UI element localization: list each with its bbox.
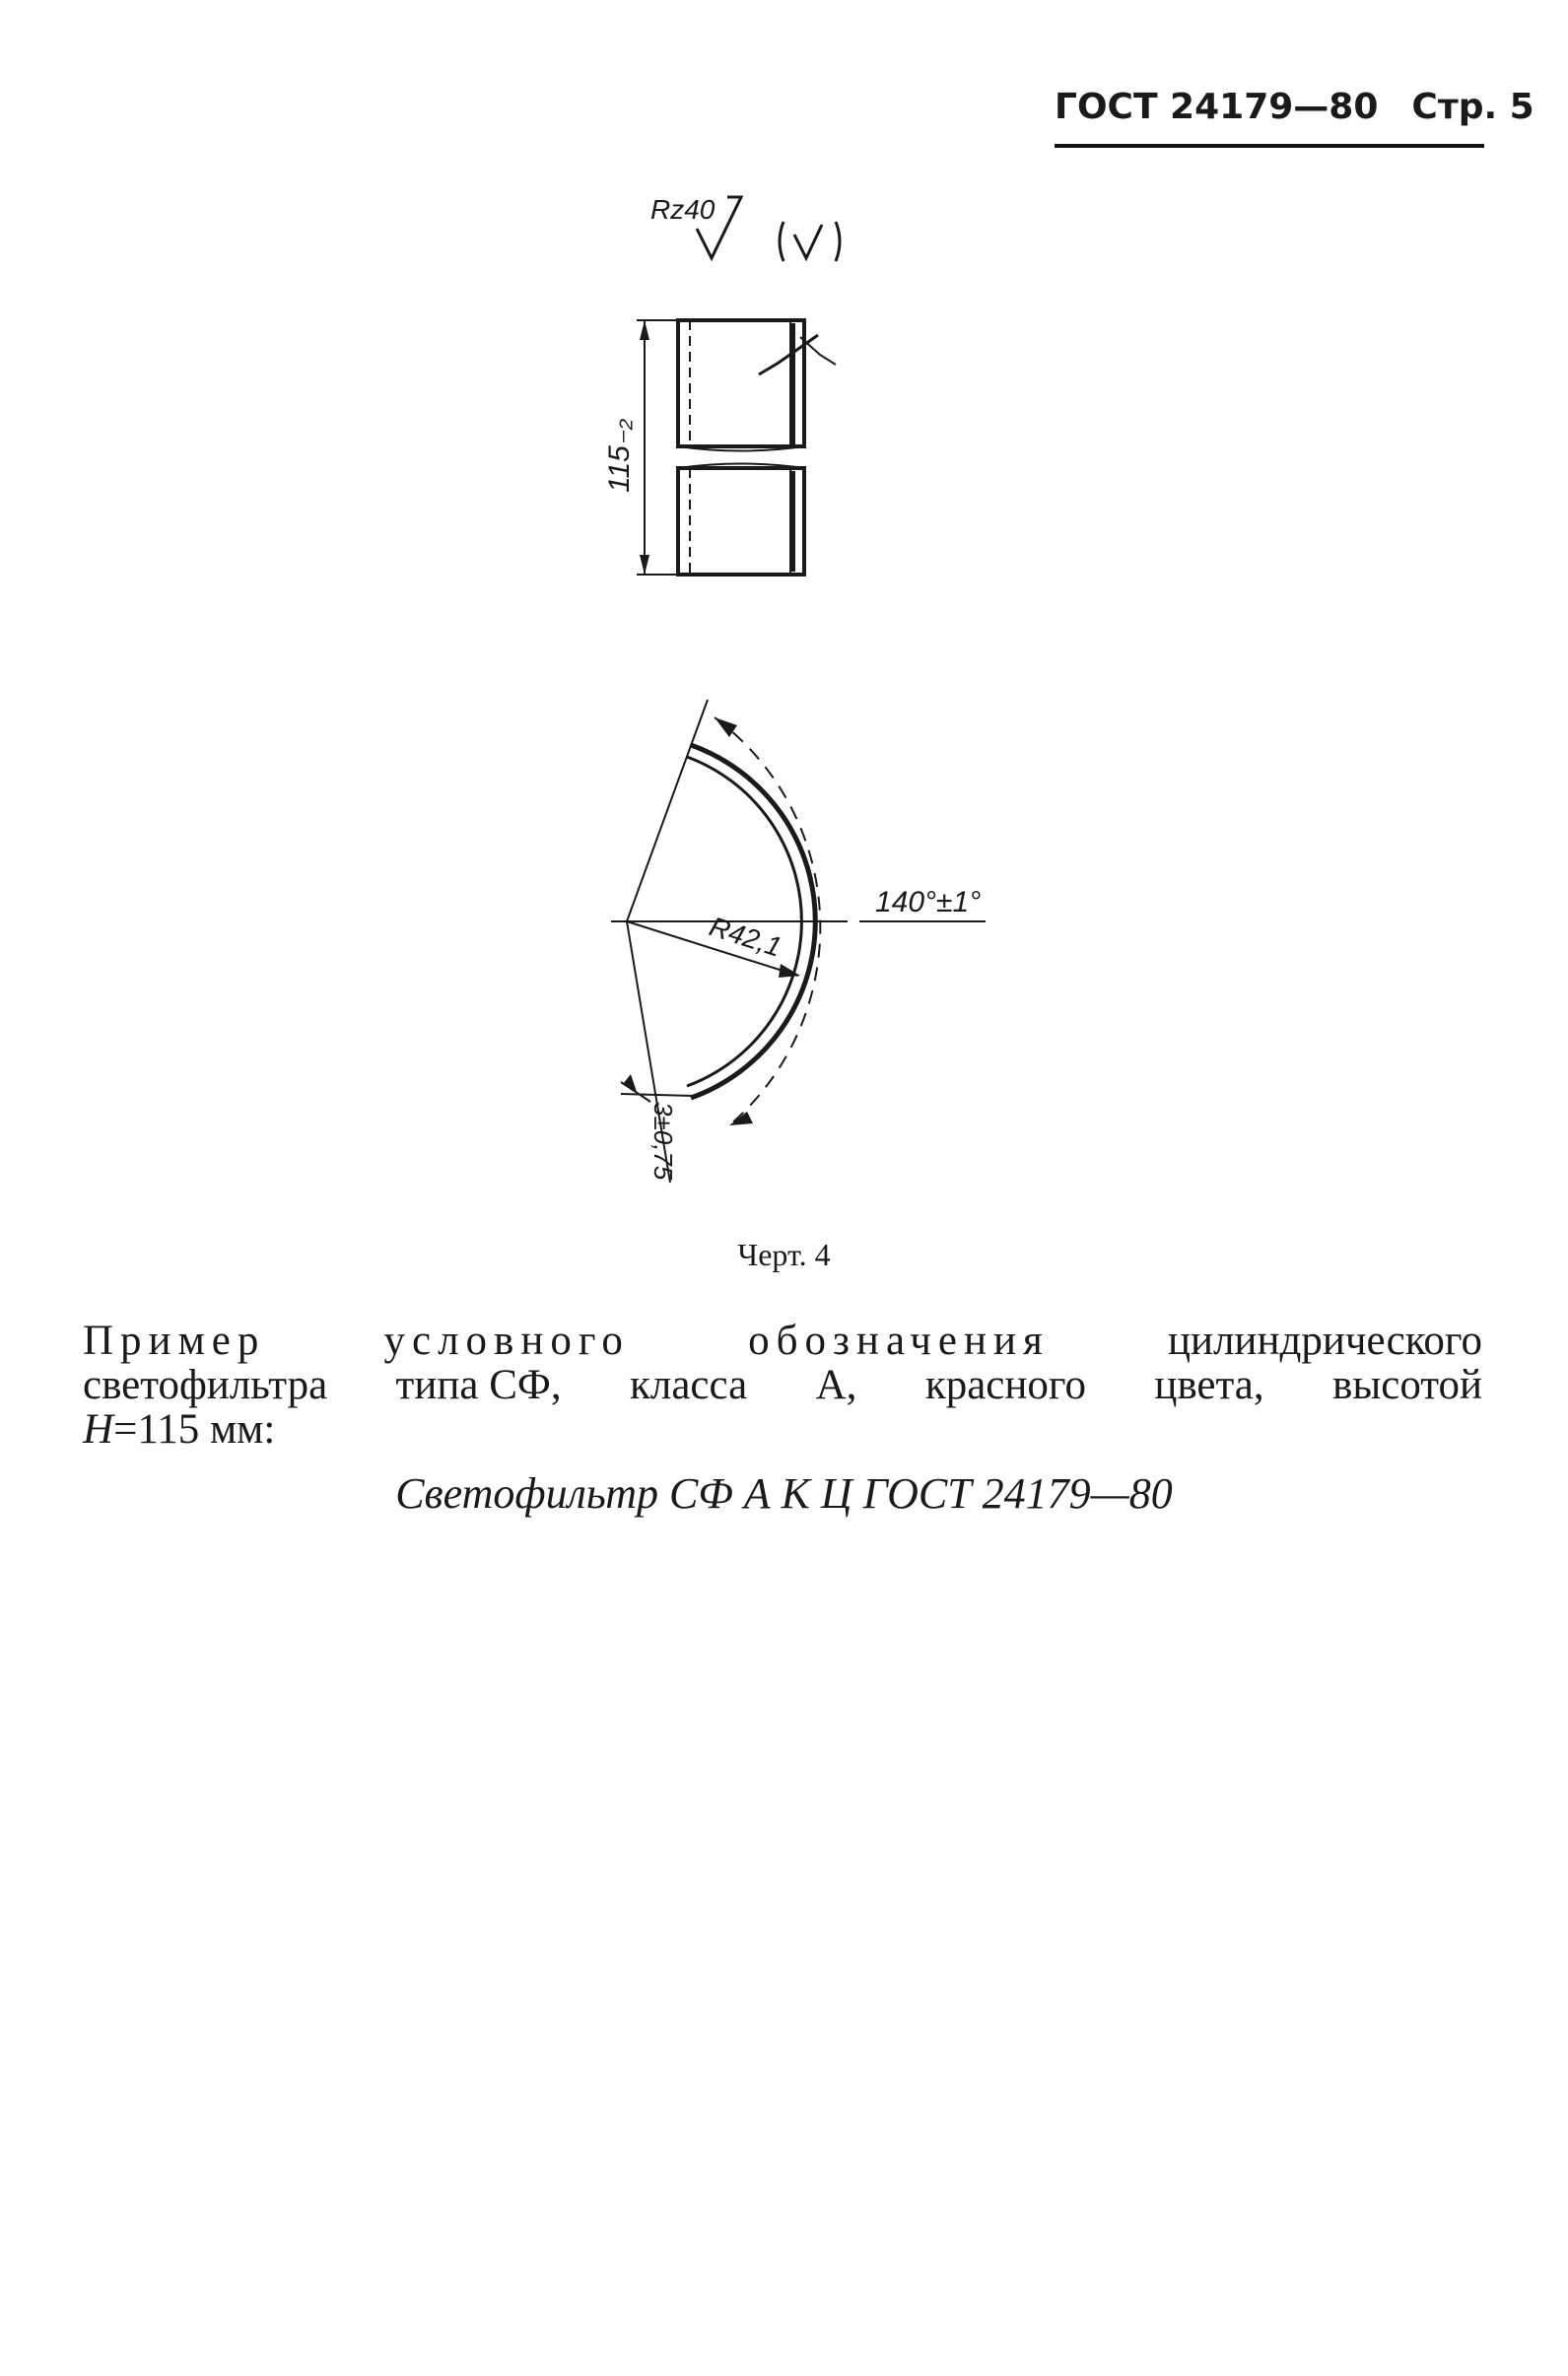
word: высотой <box>1332 1362 1482 1408</box>
paragraph-line-3 <box>83 1407 1482 1452</box>
page-number: Стр. 5 <box>1411 87 1534 127</box>
front-view <box>637 320 836 575</box>
word: светофильтра <box>83 1362 328 1408</box>
word: цвета, <box>1154 1362 1264 1408</box>
height-variable: H <box>83 1406 114 1453</box>
height-value: =115 мм: <box>113 1406 276 1453</box>
height-dimension: 115₋₂ <box>603 418 636 493</box>
word: условного <box>383 1318 630 1364</box>
word: класса <box>630 1362 748 1408</box>
designation-paragraph <box>83 1319 1482 1452</box>
paragraph-line-1 <box>83 1319 1482 1363</box>
word: цилиндрического <box>1167 1318 1482 1364</box>
radius-dimension: R42,1 <box>706 911 785 963</box>
figure-caption: Черт. 4 <box>737 1237 831 1272</box>
angle-dimension: 140°±1° <box>875 886 982 918</box>
word: красного <box>924 1362 1086 1408</box>
word: Пример <box>83 1318 266 1364</box>
thickness-dimension: 3±0,75 <box>648 1102 678 1181</box>
word: типа СФ, <box>395 1362 562 1408</box>
designation-example: Светофильтр СФ А К Ц ГОСТ 24179—80 <box>395 1469 1173 1518</box>
roughness-label: Rz40 <box>650 194 716 225</box>
standard-number: ГОСТ 24179—80 <box>1055 87 1379 127</box>
roughness-symbol <box>650 194 840 261</box>
paragraph-line-2 <box>83 1363 1482 1407</box>
word: обозначения <box>748 1318 1050 1364</box>
word: А, <box>815 1362 857 1408</box>
